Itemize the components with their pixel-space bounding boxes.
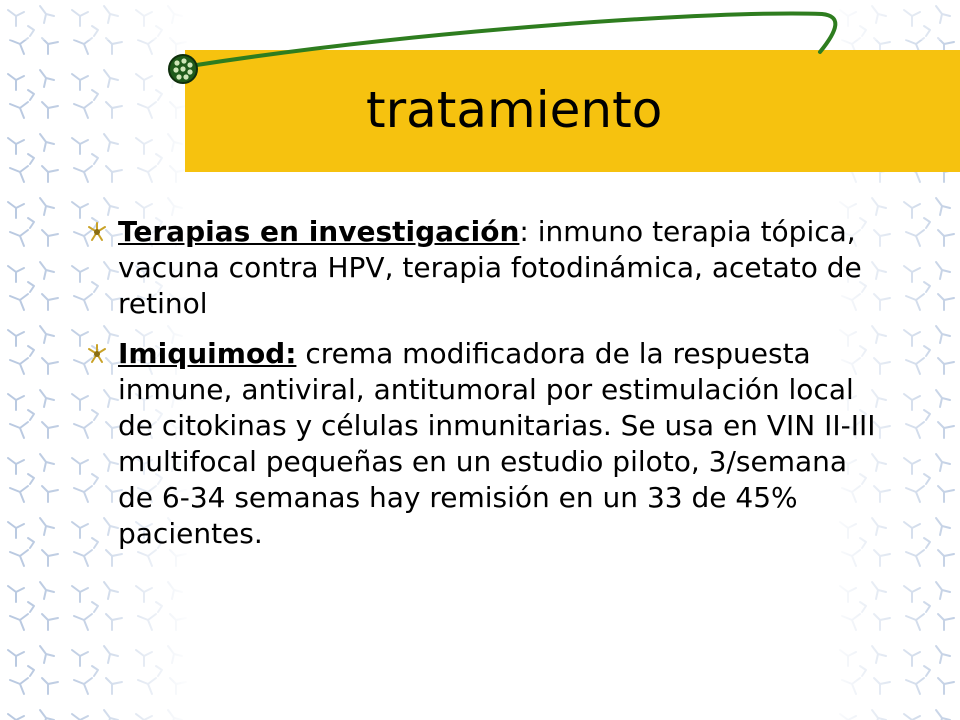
- starburst-bullet-icon: [86, 221, 108, 243]
- bullet-term: Imiquimod:: [118, 337, 297, 370]
- starburst-bullet-icon: [86, 343, 108, 365]
- accent-swoosh-line: [190, 13, 835, 66]
- bullet-item: [86, 214, 886, 322]
- bullet-text: : inmuno terapia tópica, vacuna contra HPV, terapia fotodinámica, acetato de retinol: [118, 215, 862, 320]
- bullet-term: Terapias en investigación: [118, 215, 520, 248]
- beaded-sphere-icon: [169, 55, 197, 83]
- bullet-item: [86, 336, 886, 552]
- slide-title: tratamiento: [366, 81, 663, 139]
- bullet-list: [86, 214, 886, 566]
- bullet-text: crema modificadora de la respuesta inmune, antiviral, antitumoral por estimulación local de citokinas y células inmunitarias. Se usa en VIN II-III multifocal pequeñas en un estudio piloto, 3/semana de 6-34 semanas hay remisión en un 33 de 45% pacientes.: [118, 337, 876, 550]
